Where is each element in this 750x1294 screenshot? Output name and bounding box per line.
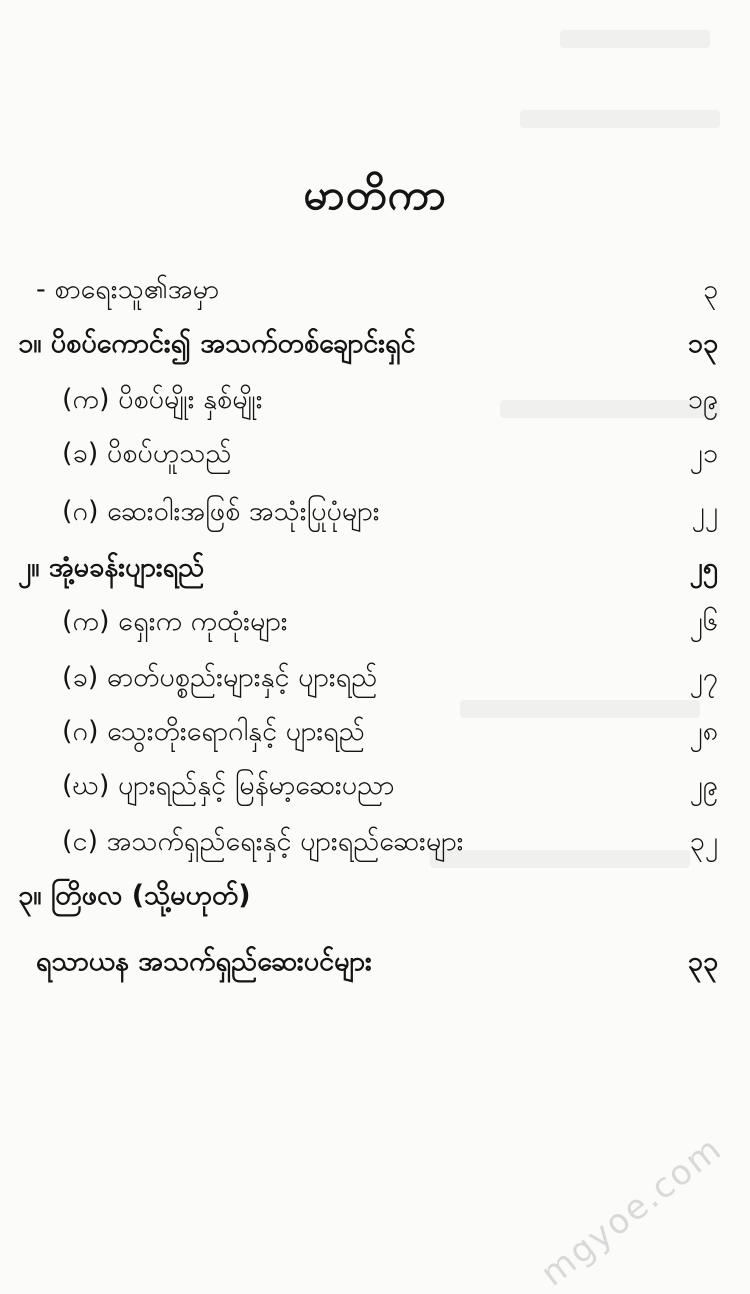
watermark: mgyoe.com [533,1128,730,1294]
toc-label: ၁။ ပိစပ်ကောင်း၍ အသက်တစ်ချောင်းရှင် [18,328,416,359]
toc-label: (ဂ) ဆေးဝါးအဖြစ် အသုံးပြုပုံများ [62,496,380,527]
toc-page-number: ၂၂ [691,496,718,527]
toc-entry [0,322,750,366]
toc-page-number: ၂၁ [689,438,718,469]
toc-entry [0,268,750,312]
page-title: မာတိကာ [303,170,447,219]
toc-entry [0,656,750,700]
toc-label: (က) ပိစပ်မျိုး နှစ်မျိုး [62,384,263,415]
toc-entry [0,432,750,476]
toc-page-number: ၂၅ [689,552,718,583]
toc-label: (ခ) ပိစပ်ဟူသည် [62,438,232,469]
toc-page-number: ၂၇ [689,662,718,693]
toc-page-number: ၂၆ [689,606,718,637]
toc-label: (ဃ) ပျားရည်နှင့် မြန်မာ့ဆေးပညာ [62,770,395,801]
bleed-through [560,30,710,48]
bleed-through [520,110,720,128]
toc-label: (က) ရှေးက ကုထုံးများ [62,606,288,637]
toc-page-number: ၁၃ [687,328,718,359]
toc-label: ၃။ တြိဖလ (သို့မဟုတ်) [18,880,251,911]
toc-page-number: ၂၈ [689,716,718,747]
toc-page-number: ၂၉ [689,770,718,801]
toc-label: (င) အသက်ရှည်ရေးနှင့် ပျားရည်ဆေးများ [62,826,464,857]
toc-label: ၂။ အုံ့မခန်းပျားရည် [18,552,205,583]
toc-entry [0,546,750,590]
toc-page-number: ၃၂ [689,826,718,857]
toc-label: (ဂ) သွေးတိုးရောဂါနှင့် ပျားရည် [62,716,365,747]
toc-entry [0,874,750,918]
toc-page-number: ၃၃ [687,946,718,977]
toc-entry [0,378,750,422]
toc-label: - စာရေးသူ၏အမှာ [36,274,220,305]
toc-entry [0,490,750,534]
toc-entry [0,940,750,984]
toc-entry [0,710,750,754]
toc-label: (ခ) ဓာတ်ပစ္စည်းများနှင့် ပျားရည် [62,662,378,693]
toc-page-number: ၁၉ [687,384,718,415]
toc-entry [0,600,750,644]
toc-label: ရသာယန အသက်ရှည်ဆေးပင်များ [36,946,372,977]
toc-entry [0,764,750,808]
toc-entry [0,820,750,864]
toc-page-number: ၃ [702,274,718,305]
